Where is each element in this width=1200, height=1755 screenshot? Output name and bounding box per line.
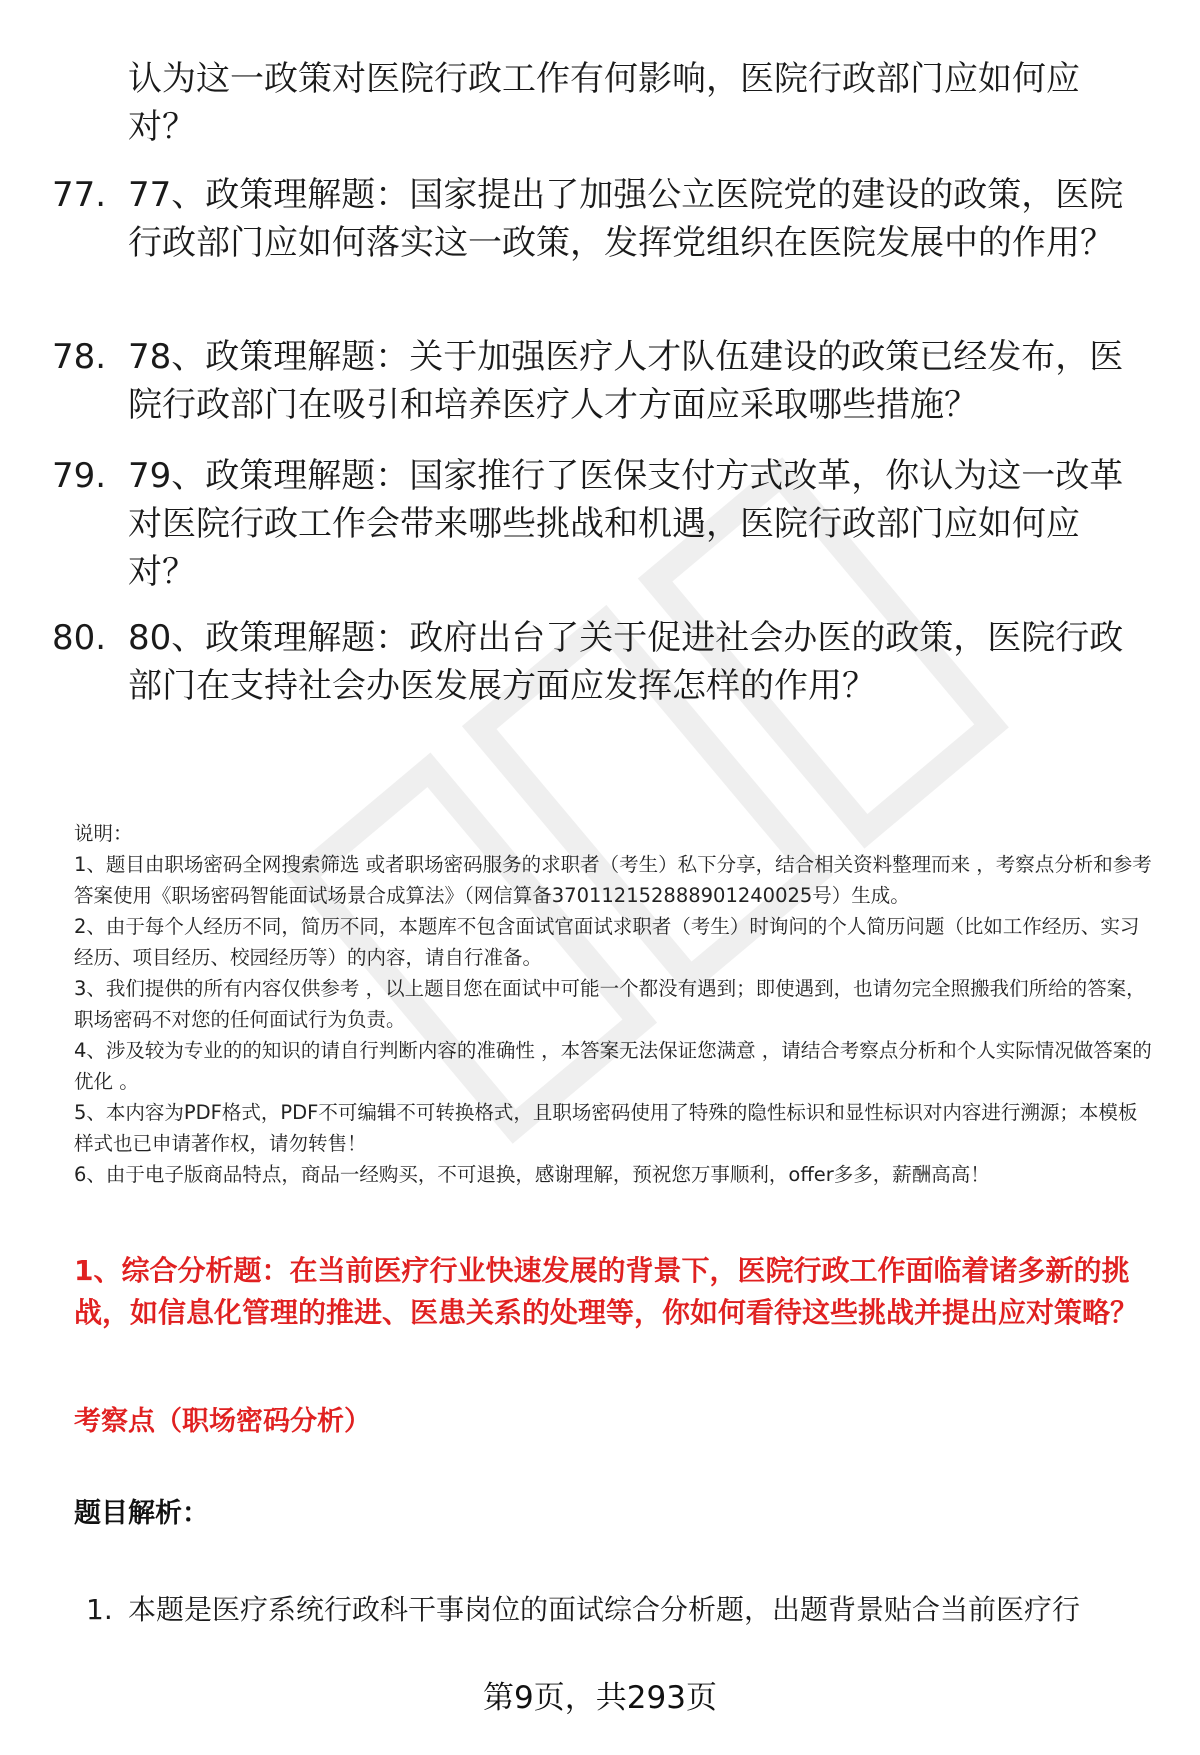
question-text: 78、政策理解题：关于加强医疗人才队伍建设的政策已经发布，医院行政部门在吸引和培养医疗人才方面应采取哪些措施？	[128, 337, 1124, 425]
list-text: 本题是医疗系统行政科干事岗位的面试综合分析题，出题背景贴合当前医疗行	[128, 1593, 1081, 1626]
note-item: 6、由于电子版商品特点，商品一经购买，不可退换，感谢理解，预祝您万事顺利，offer多多，薪酬高高！	[74, 1163, 990, 1186]
question-text: 79、政策理解题：国家推行了医保支付方式改革，你认为这一改革对医院行政工作会带来哪些挑战和机遇，医院行政部门应如何应对？	[128, 456, 1124, 592]
analysis-heading: 题目解析：	[74, 1498, 209, 1529]
note-item: 1、题目由职场密码全网搜索筛选 或者职场密码服务的求职者（考生）私下分享，结合相关资料整理而来 ，考察点分析和参考答案使用《职场密码智能面试场景合成算法》（网信算备370112152888901240025号）生成。	[74, 853, 1152, 907]
question-number: 79.	[52, 456, 107, 496]
question-text: 80、政策理解题：政府出台了关于促进社会办医的政策，医院行政部门在支持社会办医发展方面应发挥怎样的作用？	[128, 618, 1124, 706]
notes-heading: 说明：	[74, 822, 133, 845]
section-question: 1、综合分析题：在当前医疗行业快速发展的背景下，医院行政工作面临着诸多新的挑战，如信息化管理的推进、医患关系的处理等，你如何看待这些挑战并提出应对策略？	[74, 1254, 1139, 1329]
question-text: 77、政策理解题：国家提出了加强公立医院党的建设的政策，医院行政部门应如何落实这一政策，发挥党组织在医院发展中的作用？	[128, 175, 1124, 263]
list-number: 1.	[86, 1593, 113, 1626]
question-number: 77.	[52, 175, 107, 215]
note-item: 2、由于每个人经历不同，简历不同，本题库不包含面试官面试求职者（考生）时询问的个人简历问题（比如工作经历、实习经历、项目经历、校园经历等）的内容，请自行准备。	[74, 915, 1140, 969]
question-number: 80.	[52, 618, 107, 658]
question-continuation: 认为这一政策对医院行政工作有何影响，医院行政部门应如何应对？	[128, 59, 1080, 147]
note-item: 4、涉及较为专业的的知识的请自行判断内容的准确性 ，本答案无法保证您满意 ，请结合考察点分析和个人实际情况做答案的优化 。	[74, 1039, 1152, 1093]
question-number: 78.	[52, 337, 107, 377]
notes-block	[74, 818, 1154, 1190]
page-footer: 第9页，共293页	[483, 1680, 717, 1716]
note-item: 5、本内容为PDF格式，PDF不可编辑不可转换格式，且职场密码使用了特殊的隐性标识和显性标识对内容进行溯源；本模板样式也已申请著作权，请勿转售！	[74, 1101, 1138, 1155]
note-item: 3、我们提供的所有内容仅供参考 ，以上题目您在面试中可能一个都没有遇到；即使遇到，也请勿完全照搬我们所给的答案，职场密码不对您的任何面试行为负责。	[74, 977, 1146, 1031]
examine-point-heading: 考察点（职场密码分析）	[74, 1406, 371, 1437]
